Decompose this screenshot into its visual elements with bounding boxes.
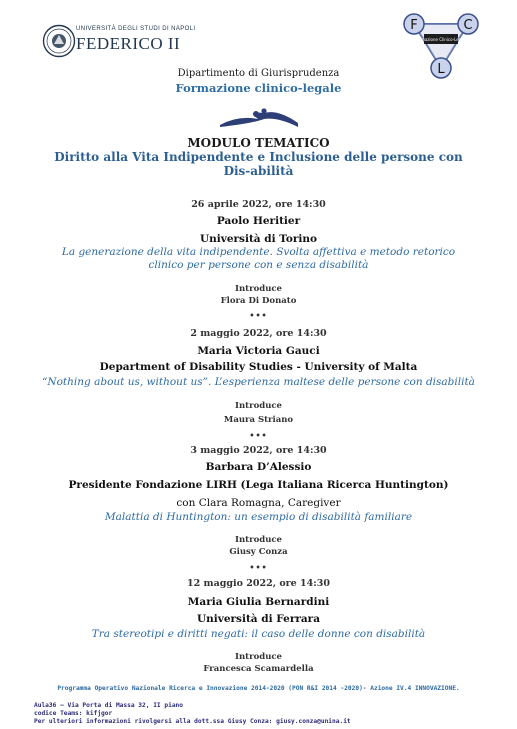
contact-info: Per ulteriori informazioni rivolgersi alla dott.ssa Giusy Conza: giusy.conza@unina.it [34,718,351,725]
session-intro-name: Flora Di Donato [220,296,297,306]
session-extra: con Clara Romagna, Caregiver [176,497,341,509]
session-intro-name: Giusy Conza [229,547,288,557]
session-intro-label: Introduce [235,401,282,411]
flc-letter-l: L [437,62,445,77]
program-name: Formazione clinico-legale [175,81,342,95]
teams-code: codice Teams: kifjgor [34,710,113,717]
session-intro-label: Introduce [235,284,282,294]
session-date: 3 maggio 2022, ore 14:30 [190,445,327,456]
module-heading: MODULO TEMATICO [187,136,330,150]
session-title: Malattia di Huntington: un esempio di disabilità familiare [104,511,413,523]
flc-letter-c: C [463,18,473,33]
separator: ••• [249,310,268,320]
session-date: 12 maggio 2022, ore 14:30 [187,578,330,589]
separator: ••• [249,430,268,440]
session-title: La generazione della vita indipendente. Svolta affettiva e metodo retorico clinico per persone con e senza disabilità [61,246,456,271]
session-intro-label: Introduce [235,652,282,662]
university-name: FEDERICO II [76,34,181,53]
session-intro-label: Introduce [235,535,282,545]
university-name-small: UNIVERSITÀ DEGLI STUDI DI NAPOLI [76,26,196,32]
separator: ••• [249,562,268,572]
department-name: Dipartimento di Giurisprudenza [177,68,340,79]
session-affiliation: Department of Disability Studies - University of Malta [99,361,418,373]
session-affiliation: Università di Torino [199,233,318,245]
venue-room: Aula36 – Via Porta di Massa 32, II piano [34,702,184,709]
session-intro-name: Francesca Scamardella [203,664,314,674]
session-date: 26 aprile 2022, ore 14:30 [191,199,326,210]
funding-program-line: Programma Operativo Nazionale Ricerca e Innovazione 2014-2020 (PON R&I 2014 -2020)- Azione IV.4 INNOVAZIONE. [57,685,460,692]
session-title: Tra stereotipi e diritti negati: il caso delle donne con disabilità [91,628,426,640]
flc-letter-f: F [410,18,418,33]
university-seal-icon [42,24,76,58]
module-subtitle: Diritto alla Vita Indipendente e Inclusione delle persone con Dis-abilità [54,150,463,178]
flc-badge-text: Formazione Clinico-Legale [414,37,468,42]
session-speaker: Barbara D’Alessio [205,461,312,473]
session-speaker: Maria Giulia Bernardini [187,596,330,608]
session-date: 2 maggio 2022, ore 14:30 [190,328,327,339]
hands-illustration-icon [218,107,300,129]
session-intro-name: Maura Striano [223,415,294,425]
session-title: “Nothing about us, without us”. L’esperienza maltese delle persone con disabilità [42,376,475,388]
university-logo [42,22,196,60]
session-affiliation: Università di Ferrara [196,613,321,625]
session-speaker: Paolo Heritier [216,215,301,227]
session-speaker: Maria Victoria Gauci [197,345,320,357]
session-affiliation: Presidente Fondazione LIRH (Lega Italiana Ricerca Huntington) [68,479,449,491]
